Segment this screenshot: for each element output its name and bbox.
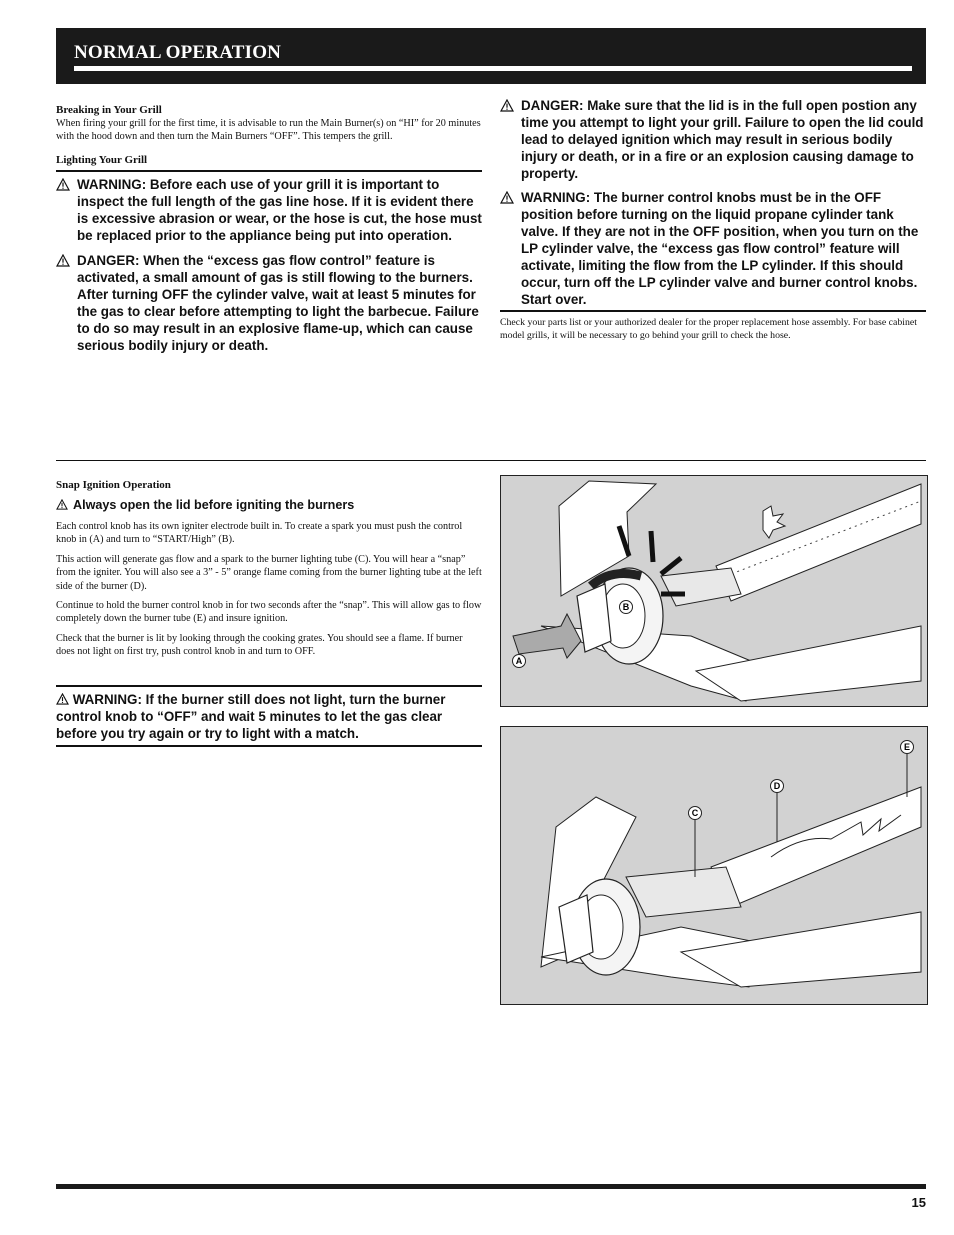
retry-warning-box (56, 685, 482, 747)
warning-triangle-icon (56, 693, 69, 705)
section-divider (56, 460, 926, 461)
warning-retry-text: WARNING: If the burner still does not light, turn the burner control knob to “OFF” and wait 5 minutes to let the gas clear before you try again or try to light with a match. (56, 692, 446, 741)
figure-burner-flame (500, 726, 928, 1005)
danger-lid (500, 97, 926, 182)
callout-a: A (515, 656, 523, 666)
figure-knob-ignition (500, 475, 928, 707)
callout-c: C (691, 808, 699, 818)
snap-paragraph: Each control knob has its own igniter electrode built in. To create a spark you must push the control knob in (A) and turn to “START/High” (B). (56, 521, 463, 546)
section-header-bar (56, 28, 926, 84)
snap-paragraph: This action will generate gas flow and a spark to the burner lighting tube (C). You will hear a “snap” from the igniter. You will also see a 3” - 5” orange flame coming from the burner lighting tube at the left side of the burner (D). (56, 553, 482, 592)
burner-flame-illustration (501, 727, 927, 1004)
lighting-heading: Lighting Your Grill (56, 153, 148, 166)
warning-triangle-icon (56, 178, 70, 191)
knob-ignition-illustration (501, 476, 927, 706)
warning-knobs (500, 189, 926, 308)
section-title: NORMAL OPERATION (74, 42, 282, 63)
header-rule (74, 66, 912, 71)
snap-paragraph: Check that the burner is lit by looking through the cooking grates. You should see a flame. If burner does not light on first try, push control knob in and turn to OFF. (56, 632, 463, 658)
callout-b: B (622, 602, 630, 612)
snap-ignition-heading: Snap Ignition Operation (56, 479, 171, 491)
parts-note: Check your parts list or your authorized dealer for the proper replacement hose assembly. For base cabinet model grills, it will be necessary to go behind your grill to check the hose. (500, 317, 917, 342)
left-column-top (56, 104, 482, 354)
breaking-in-heading: Breaking in Your Grill (56, 104, 162, 116)
lighting-rule (56, 170, 482, 172)
retry-rule-bottom (56, 745, 482, 747)
retry-rule-top (56, 685, 482, 687)
snap-paragraph: Continue to hold the burner control knob in for two seconds after the “snap”. This will allow gas to flow completely down the burner tube (E) and insure ignition. (56, 600, 482, 625)
breaking-in-body: When firing your grill for the first time, it is advisable to run the Main Burner(s) on “HI” for 20 minutes with the hood down and then turn the Main Burners “OFF”. This tempers the grill. (56, 118, 481, 143)
warning-hose-text: WARNING: Before each use of your grill it is important to inspect the full length of the gas line hose. If it is evident there is excessive abrasion or wear, or the hose is cut, the hose must be replaced prior to the appliance being put into operation. (77, 176, 482, 243)
lid-caution (56, 497, 482, 514)
lid-caution-text: Always open the lid before igniting the burners (73, 498, 355, 512)
danger-lid-text: DANGER: Make sure that the lid is in the full open postion any time you attempt to light your grill. Failure to open the lid could lead to delayed ignition which may result in serious bodily injury or death, or in a fire or an explosion causing damage to property. (521, 98, 924, 181)
knobs-rule (500, 310, 926, 312)
footer-bar (56, 1184, 926, 1189)
danger-flow-text: DANGER: When the “excess gas flow control” feature is activated, a small amount of gas is still flowing to the burners. After turning OFF the cylinder valve, wait at least 5 minutes for the gas to clear before attempting to light the barbecue. Failure to do so may result in an explosive flame-up, which can cause serious bodily injury or death. (77, 252, 479, 353)
warning-triangle-icon (500, 191, 514, 204)
callout-d: D (773, 781, 781, 791)
warning-triangle-icon (56, 254, 70, 267)
callout-e: E (903, 742, 911, 752)
warning-knobs-text: WARNING: The burner control knobs must be in the OFF position before turning on the liquid propane cylinder tank valve. If they are not in the OFF position, when you turn on the LP cylinder valve, the “excess gas flow control” feature will activate, limiting the flow from the LP cylinder. If this should occur, turn off the LP cylinder valve and burner control knobs. Start over. (521, 190, 919, 307)
warning-triangle-icon (56, 499, 68, 510)
danger-flow (56, 252, 482, 354)
warning-retry (56, 691, 482, 742)
snap-ignition-column (56, 479, 482, 659)
warning-hose (56, 176, 482, 244)
page-number: 15 (911, 1195, 926, 1210)
warning-triangle-icon (500, 99, 514, 112)
right-column-top (500, 97, 926, 343)
